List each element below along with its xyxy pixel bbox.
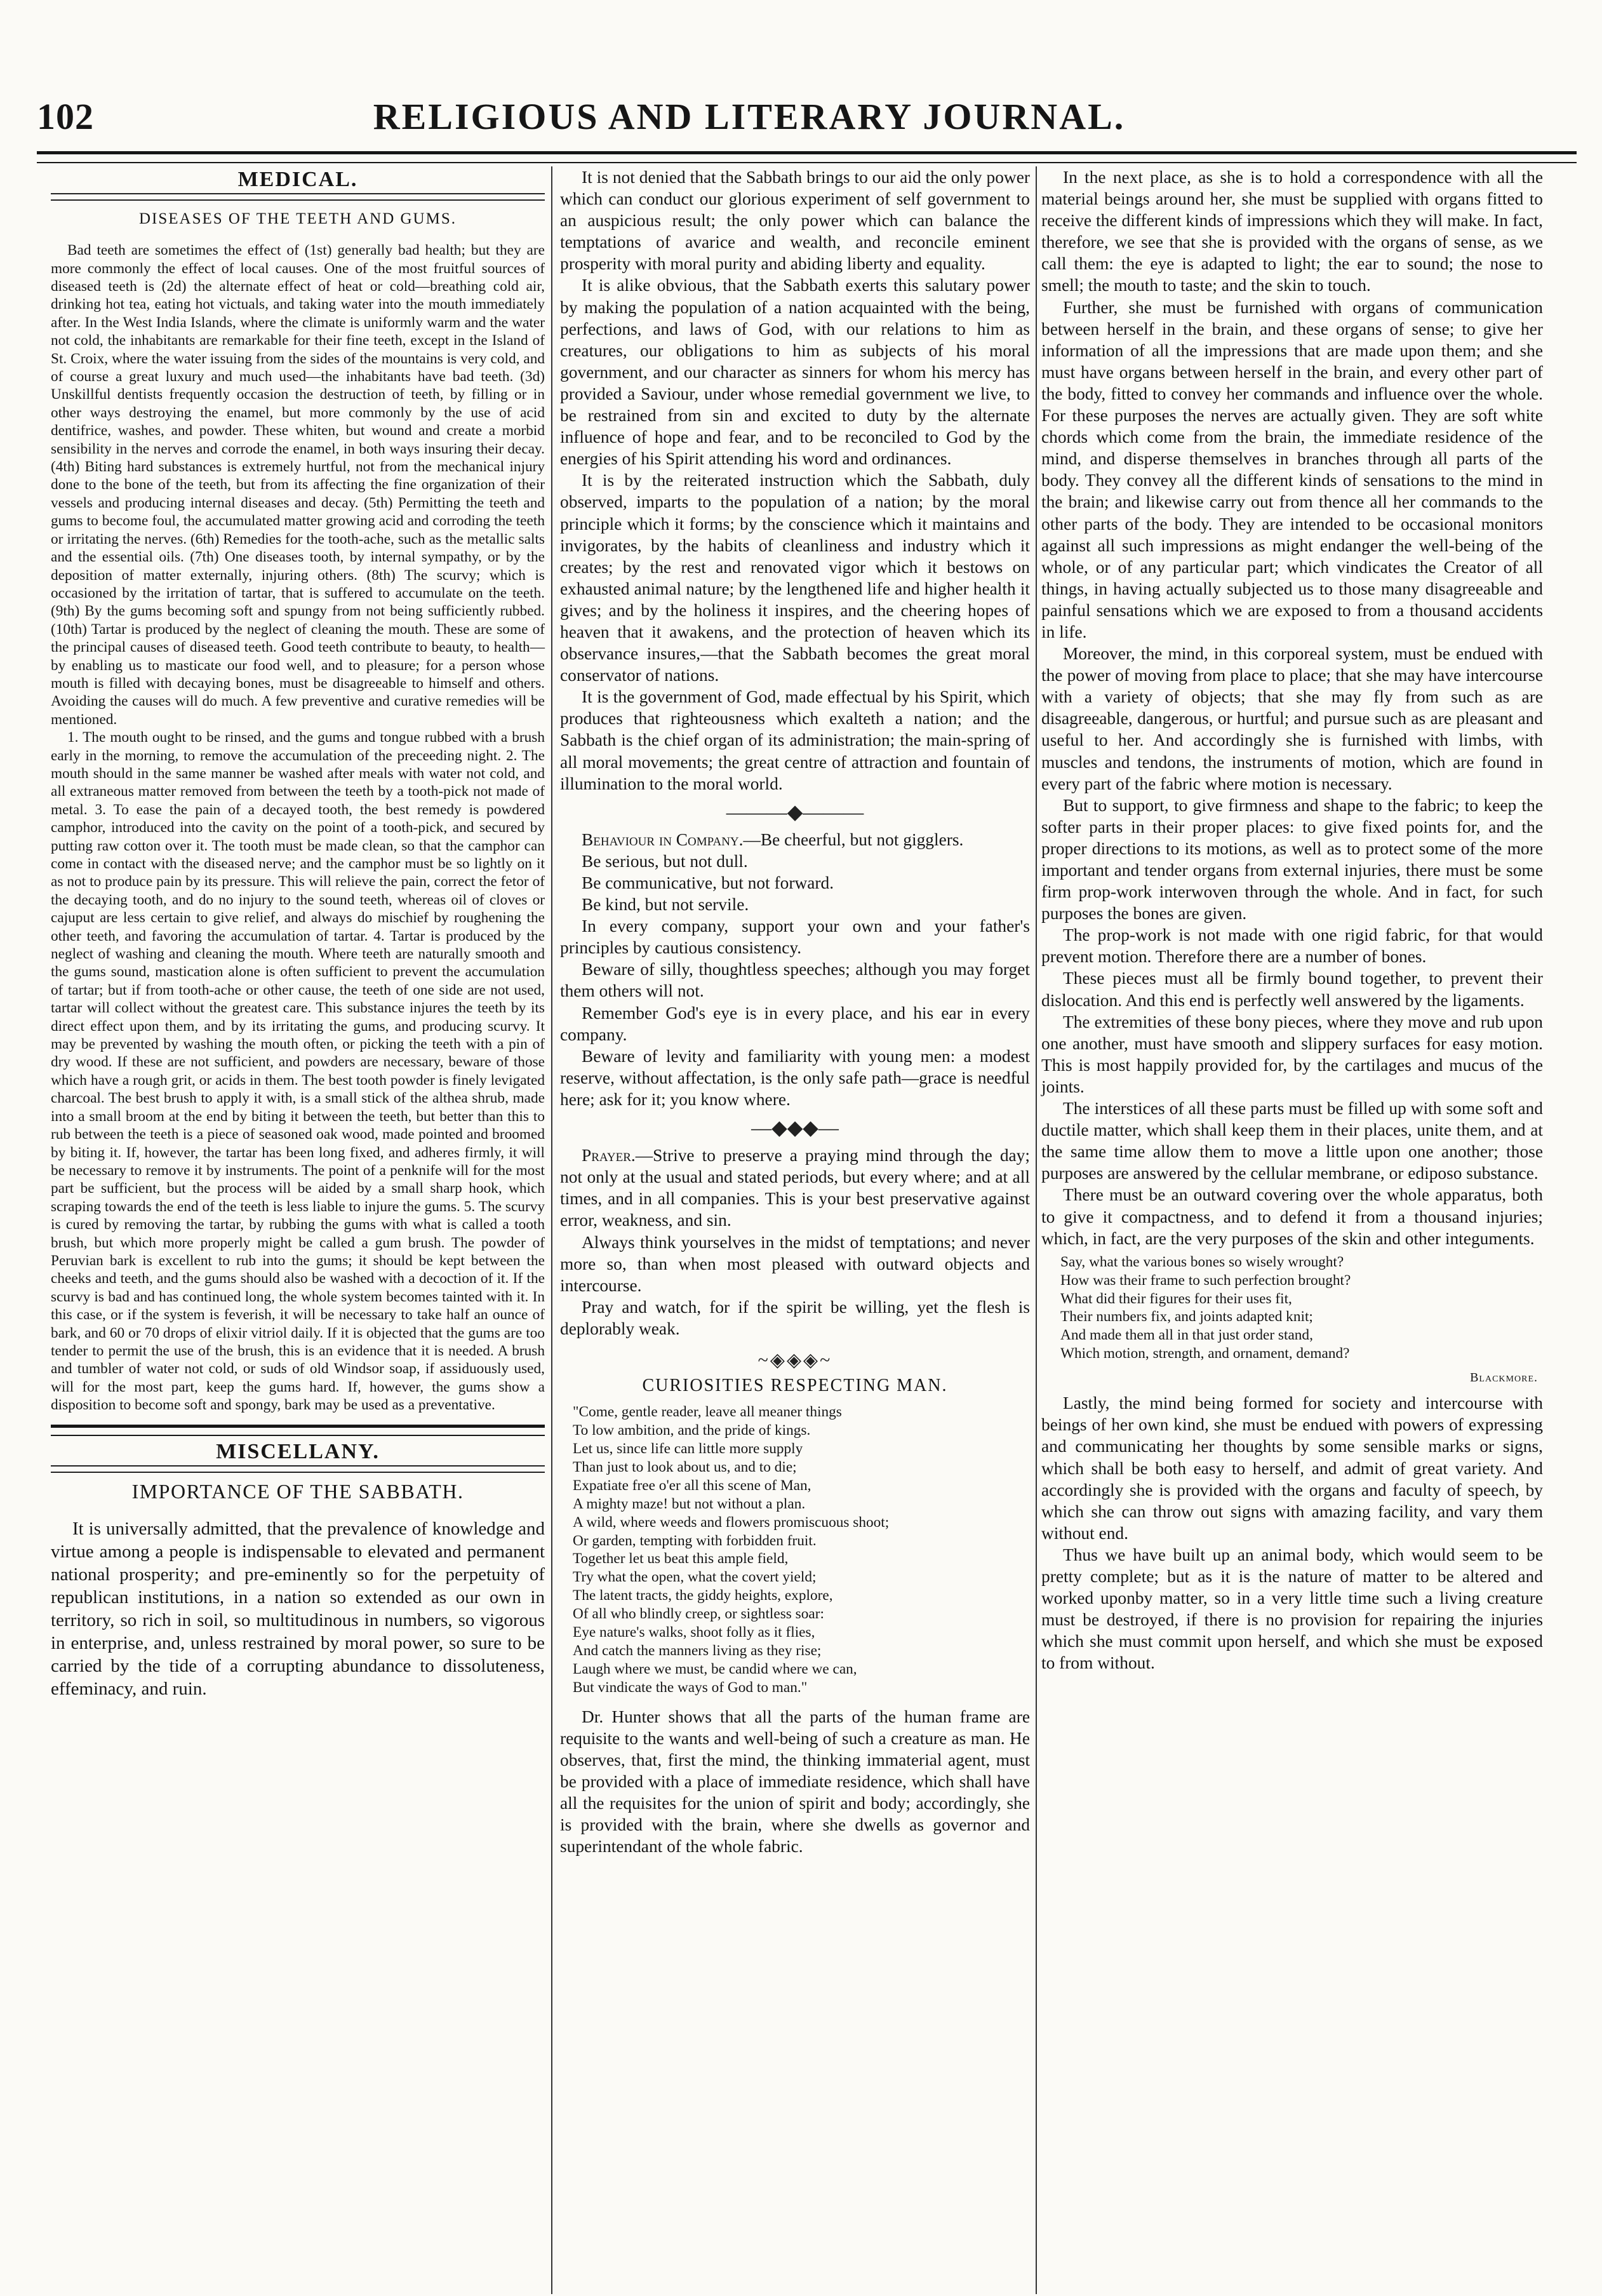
section-rule <box>51 1465 545 1473</box>
section-rule <box>51 1425 545 1436</box>
column-divider <box>1036 166 1037 2294</box>
section-rule <box>51 193 545 201</box>
article-paragraph: The extremities of these bony pieces, where they move and rub upon one another, must have smooth and slippery surfaces for easy motion. This is most happily provided for, by the cartilages and mucus of the joints. <box>1041 1012 1543 1096</box>
article-paragraph: The interstices of all these parts must be filled up with some soft and ductile matter, which shall keep them in their places, unite them, and at the same time allow them to move a little upon one another; those purposes are answered by the cellular membrane, or ediposo substance. <box>1041 1099 1543 1183</box>
article-paragraph: Bad teeth are sometimes the effect of (1st) generally bad health; but they are more commonly the effect of local causes. One of the most fruitful sources of diseased teeth is (2d) the alternate effect of heat or cold—breathing cold air, drinking hot tea, eating hot victuals, and taking water into the mouth immediately after. In the West India Islands, where the climate is uniformly warm and the water not cold, the inhabitants are remarkable for their fine teeth, except in the Island of St. Croix, where the water issuing from the sides of the mountains is very cold, and of course a great luxury and much used—the inhabitants have bad teeth. (3d) Unskillful dentists frequently occasion the destruction of teeth, by filling or in other ways destroying the enamel, but more commonly by the use of acid dentifrice, washes, and powder. These whiten, but wound and create a morbid sensibility in the nerves and corrode the enamel, in both ways insuring their decay. (4th) Biting hard substances is extremely hurtful, not from the mechanical injury done to the bone of the teeth, but from its affecting the fine organization of their vessels and producing internal diseases and decay. (5th) Permitting the teeth and gums to become foul, the accumulated matter growing acid and corroding the teeth or irritating the nerves. (6th) Remedies for the tooth-ache, such as the metallic salts and the essential oils. (7th) One diseases tooth, by internal sympathy, or by the deposition of matter externally, injuring others. (8th) The scurvy; which is occasioned by the irritation of tartar, that is suffered to accumulate on the teeth. (9th) By the gums becoming soft and spungy from not being sufficiently rubbed. (10th) Tartar is produced by the neglect of cleaning the mouth. These are some of the principal causes of diseased teeth. Good teeth contribute to beauty, to health—by enabling us to masticate our food well, and to pleasure; for a person whose mouth is filled with decaying bones, must be disagreeable to himself and others. Avoiding the causes will do much. A few preventive and curative remedies will be mentioned. <box>51 242 545 728</box>
column-3 <box>1041 166 1543 1674</box>
behaviour-maxim: Beware of silly, thoughtless speeches; although you may forget them others will not. <box>560 960 1030 1001</box>
journal-title: RELIGIOUS AND LITERARY JOURNAL. <box>373 96 1126 137</box>
poem-line: Or garden, tempting with forbidden fruit. <box>573 1532 817 1549</box>
behaviour-maxim: Remember God's eye is in every place, and his ear in every company. <box>560 1003 1030 1044</box>
poem-line: Than just to look about us, and to die; <box>573 1458 797 1475</box>
poem-attribution: Blackmore. <box>1470 1371 1538 1385</box>
article-title-sabbath: IMPORTANCE OF THE SABBATH. <box>131 1479 464 1503</box>
article-paragraph: Lastly, the mind being formed for society and intercourse with beings of her own kind, she must be endued with powers of expressing and communicating her thoughts by some sensible marks or signs, which shall be both easy to herself, and admit of great variety. And accordingly she is provided with the organs and faculty of speech, by which she can throw out signs with amazing facility, and vary them without end. <box>1041 1393 1543 1543</box>
column-divider <box>551 166 552 2294</box>
prayer-intro: Prayer.—Strive to preserve a praying mind through the day; not only at the usual and stated periods, but every where; and at all times, and in all companies. This is your best preservative against error, weakness, and sin. <box>560 1146 1030 1230</box>
poem-essay-on-man <box>573 1403 1030 1697</box>
poem-line: How was their frame to such perfection brought? <box>1060 1272 1351 1289</box>
article-paragraph: The prop-work is not made with one rigid fabric, for that would prevent motion. Therefore there are a number of bones. <box>1041 925 1543 967</box>
poem-line: What did their figures for their uses fit, <box>1060 1290 1292 1307</box>
poem-line: Of all who blindly creep, or sightless soar: <box>573 1606 824 1623</box>
article-paragraph: It is universally admitted, that the prevalence of knowledge and virtue among a people is indispensable to elevated and permanent national prosperity; and pre-eminently so for the perpetuity of republican institutions, in a nation so extended as our own in territory, so rich in soil, so multitudinous in numbers, so vigorous in enterprise, and, unless restrained by moral power, so sure to be carried by the tide of a corrupting abundance to dissoluteness, effeminacy, and ruin. <box>51 1518 545 1699</box>
poem-line: The latent tracts, the giddy heights, explore, <box>573 1587 833 1604</box>
section-heading-miscellany: MISCELLANY. <box>216 1439 380 1463</box>
article-teeth-body <box>51 241 545 1414</box>
page-number: 102 <box>37 96 94 137</box>
prayer-lead: Prayer. <box>582 1146 636 1165</box>
poem-blackmore <box>1060 1253 1543 1363</box>
header-rule <box>37 151 1577 163</box>
behaviour-maxim: In every company, support your own and your father's principles by cautious consistency. <box>560 916 1030 958</box>
prayer-paragraph: Pray and watch, for if the spirit be willing, yet the flesh is deplorably weak. <box>560 1297 1030 1338</box>
poem-line: "Come, gentle reader, leave all meaner things <box>573 1404 842 1421</box>
poem-line: Together let us beat this ample field, <box>573 1550 789 1568</box>
ornament-divider: —◆◆◆— <box>751 1116 839 1139</box>
article-paragraph: These pieces must all be firmly bound together, to prevent their dislocation. And this end is perfectly well answered by the ligaments. <box>1041 969 1543 1010</box>
poem-line: And made them all in that just order stand, <box>1060 1327 1313 1344</box>
poem-line: To low ambition, and the pride of kings. <box>573 1422 811 1439</box>
article-paragraph: It is by the reiterated instruction which the Sabbath, duly observed, imparts to the population of a nation; by the moral principle which it forms; by the conscience which it maintains and invigorates, by the habits of cleanliness and industry which it creates; by the rest and renovated vigor which it bestows on exhausted animal nature; by the lengthened life and higher health it gives; and by the holiness it inspires, and the cheering hopes of heaven that it awakens, and the protection of heaven which its observance insures,—that the Sabbath becomes the great moral conservator of nations. <box>560 471 1030 685</box>
article-paragraph: Dr. Hunter shows that all the parts of the human frame are requisite to the wants and well-being of such a creature as man. He observes, that, first the mind, the thinking immaterial agent, must be provided with a place of immediate residence, which shall have all the requisites for the union of spirit and body; accordingly, she is provided with the brain, where she dwells as governor and superintendant of the whole fabric. <box>560 1707 1030 1856</box>
poem-line: Their numbers fix, and joints adapted knit; <box>1060 1308 1313 1326</box>
article-paragraph: 1. The mouth ought to be rinsed, and the gums and tongue rubbed with a brush early in the morning, to remove the accumulation of the preceeding night. 2. The mouth should in the same manner be washed after meals with water not cold, and all extraneous matter removed from between the teeth by a tooth-pick not made of metal. 3. To ease the pain of a decayed tooth, the best remedy is powdered camphor, introduced into the cavity on the point of a tooth-pick, and secured by putting raw cotton over it. The tooth must be made clean, so that the camphor can come in contact with the diseased nerve; and the camphor must be so lightly on it as not to produce pain by its pressure. This will relieve the pain, correct the fetor of the decaying tooth, and do no injury to the sound teeth, whereas oil of cloves or cajuput are less certain to give relief, and always do mischief by roughening the other teeth, and favoring the accumulation of tartar. 4. Tartar is produced by the neglect of washing and cleaning the mouth. Where teeth are naturally smooth and the gums sound, mastication alone is often sufficient to prevent the accumulation of tartar; but if from tooth-ache or other cause, the teeth of one side are not used, tartar will collect without the greatest care. This substance injures the teeth by its direct effect upon them, and by its irritating the gums, and producing scurvy. It may be prevented by washing the mouth often, or picking the teeth with a pin of dry wood. If these are not sufficient, and powders are necessary, beware of those which have a rough grit, or acids in them. The best tooth powder is finely levigated charcoal. The best brush to apply it with, is a small stick of the althea shrub, made into a small broom at the end by biting it between the teeth, but better than this to rub between the teeth is a piece of seasoned oak wood, made pointed and broomed by biting it. If, however, the tartar has been long fixed, and adheres firmly, it will be necessary to remove it by instruments. The point of a penknife will for the most part be sufficient, but the process will be aided by a small sharp hook, which scraping towards the end of the teeth is less liable to injure the gums. 5. The scurvy is cured by removing the tartar, by rubbing the gums with what is called a tooth brush, but which more properly might be called a gum brush. The powder of Peruvian bark is excellent to rub into the gums; it should be kept between the cheeks and teeth, and the gums should also be washed with a decoction of it. If the scurvy is bad and has continued long, the whole system becomes tainted with it. In this case, or if the system is feverish, it will be necessary to take half an ounce of bark, and 60 or 70 drops of elixir vitriol daily. If it is objected that the gums are too tender to permit the use of the brush, this is an evidence that it is needed. A brush and tumbler of water not cold, or suds of old Windsor soap, if assiduously used, will for the most part, keep the gums hard. If, however, the gums show a disposition to become soft and spongy, bark may be used as a preventative. <box>51 729 545 1414</box>
behaviour-maxim: Beware of levity and familiarity with young men: a modest reserve, without affectation, is the only safe path—grace is needful here; ask for it; you know where. <box>560 1046 1030 1109</box>
poem-line: A mighty maze! but not without a plan. <box>573 1495 806 1512</box>
behaviour-maxim: Be kind, but not servile. <box>582 895 749 915</box>
article-title-curiosities: CURIOSITIES RESPECTING MAN. <box>642 1376 948 1396</box>
article-paragraph: It is not denied that the Sabbath brings to our aid the only power which can conduct our glorious experiment of self government to an auspicious result; the only power which can balance the temptations of avarice and wealth, and reconcile eminent prosperity with moral purity and abiding liberty and equality. <box>560 168 1030 274</box>
column-2 <box>560 166 1030 1857</box>
section-heading-medical: MEDICAL. <box>237 168 358 191</box>
poem-line: Say, what the various bones so wisely wrought? <box>1060 1253 1344 1270</box>
article-paragraph: But to support, to give firmness and shape to the fabric; to keep the softer parts in their proper places: to give fixed points for, and the proper directions to its motions, as well as to protect some of the more important and tender organs from external injuries, there must be some firm prop-work interwoven through the whole. And in fact, for such purposes the bones are given. <box>1041 795 1543 923</box>
poem-line: And catch the manners living as they rise; <box>573 1642 822 1659</box>
article-paragraph: In the next place, as she is to hold a correspondence with all the material beings around her, she must be supplied with organs fitted to receive the different kinds of impressions which they will make. In fact, therefore, we see that she is provided with the organs of sense, as we call them: the eye is adapted to light; the ear to sound; the nose to smell; the mouth to taste; and the skin to touch. <box>1041 168 1543 295</box>
article-paragraph: Further, she must be furnished with organs of communication between herself in the brain, and these organs of sense; to give her information of all the impressions that are made upon them; and she must have organs between herself in the brain, and every other part of the body, fitted to convey her commands and influence over the whole. For these purposes the nerves are actually given. They are soft white chords which come from the brain, the immediate residence of the mind, and disperse themselves in branches through all parts of the body. They convey all the different kinds of sensations to the mind in the brain; and likewise carry out from thence all her commands to the other parts of the body. They are intended to be occasional monitors against all such impressions as might endanger the well-being of the whole, or of any particular part; which vindicates the Creator of all things, in having actually subjected us to those many disagreeable and painful sensations which we are exposed to from a thousand accidents in life. <box>1041 297 1543 641</box>
behaviour-maxim: Be communicative, but not forward. <box>582 873 834 892</box>
poem-line: Laugh where we must, be candid where we can, <box>573 1660 857 1677</box>
ornament-divider: ———◆——— <box>726 800 864 823</box>
poem-line: Expatiate free o'er all this scene of Man, <box>573 1477 811 1494</box>
behaviour-lead: Behaviour in Company. <box>582 829 744 849</box>
poem-line: Which motion, strength, and ornament, demand? <box>1060 1345 1350 1362</box>
article-paragraph: It is alike obvious, that the Sabbath exerts this salutary power by making the population of a nation acquainted with the being, perfections, and laws of God, with our relations to him as creatures, our obligations to him as subjects of his moral government, and our character as sinners for whom his mercy has provided a Saviour, under whose remedial government we live, to be restrained from sin and excited to duty by the alternate influence of hope and fear, and to be reconciled to God by the energies of his Spirit attending his word and ordinances. <box>560 276 1030 469</box>
ornament-divider: ~◈◈◈~ <box>758 1349 832 1371</box>
article-paragraph: There must be an outward covering over the whole apparatus, both to give it compactness, and to defend it from a thousand injuries; which, in fact, are the very purposes of the skin and other integuments. <box>1041 1185 1543 1248</box>
prayer-paragraph: Always think yourselves in the midst of temptations; and never more so, than when most pleased with outward objects and intercourse. <box>560 1232 1030 1295</box>
article-paragraph: It is the government of God, made effectual by his Spirit, which produces that righteousness which exalteth a nation; and the Sabbath is the chief organ of its administration; the main-spring of all moral movements; the great centre of attraction and fountain of illumination to the moral world. <box>560 687 1030 793</box>
behaviour-intro: Behaviour in Company.—Be cheerful, but not gigglers. <box>582 829 964 849</box>
column-1 <box>51 166 545 1700</box>
poem-line: A wild, where weeds and flowers promiscuous shoot; <box>573 1514 890 1531</box>
poem-line: But vindicate the ways of God to man." <box>573 1679 808 1696</box>
poem-line: Eye nature's walks, shoot folly as it flies, <box>573 1624 815 1641</box>
article-paragraph: Thus we have built up an animal body, which would seem to be pretty complete; but as it is the nature of matter to be altered and worked uponby matter, so in a very little time such a living creature must be destroyed, if there is no provision for repairing the injuries which she must commit upon herself, and which she must be exposed to from without. <box>1041 1545 1543 1673</box>
article-paragraph: Moreover, the mind, in this corporeal system, must be endued with the power of moving from place to place; that she may have intercourse with a variety of objects; that she may fly from such as are disagreeable, dangerous, or hurtful; and pursue such as are pleasant and useful to her. And accordingly she is furnished with limbs, with muscles and tendons, the instruments of motion, which are found in every part of the fabric where motion is necessary. <box>1041 644 1543 793</box>
poem-line: Try what the open, what the covert yield; <box>573 1569 817 1586</box>
article-title-teeth: DISEASES OF THE TEETH AND GUMS. <box>138 210 457 228</box>
behaviour-maxim: Be serious, but not dull. <box>582 851 748 871</box>
poem-line: Let us, since life can little more supply <box>573 1440 803 1457</box>
